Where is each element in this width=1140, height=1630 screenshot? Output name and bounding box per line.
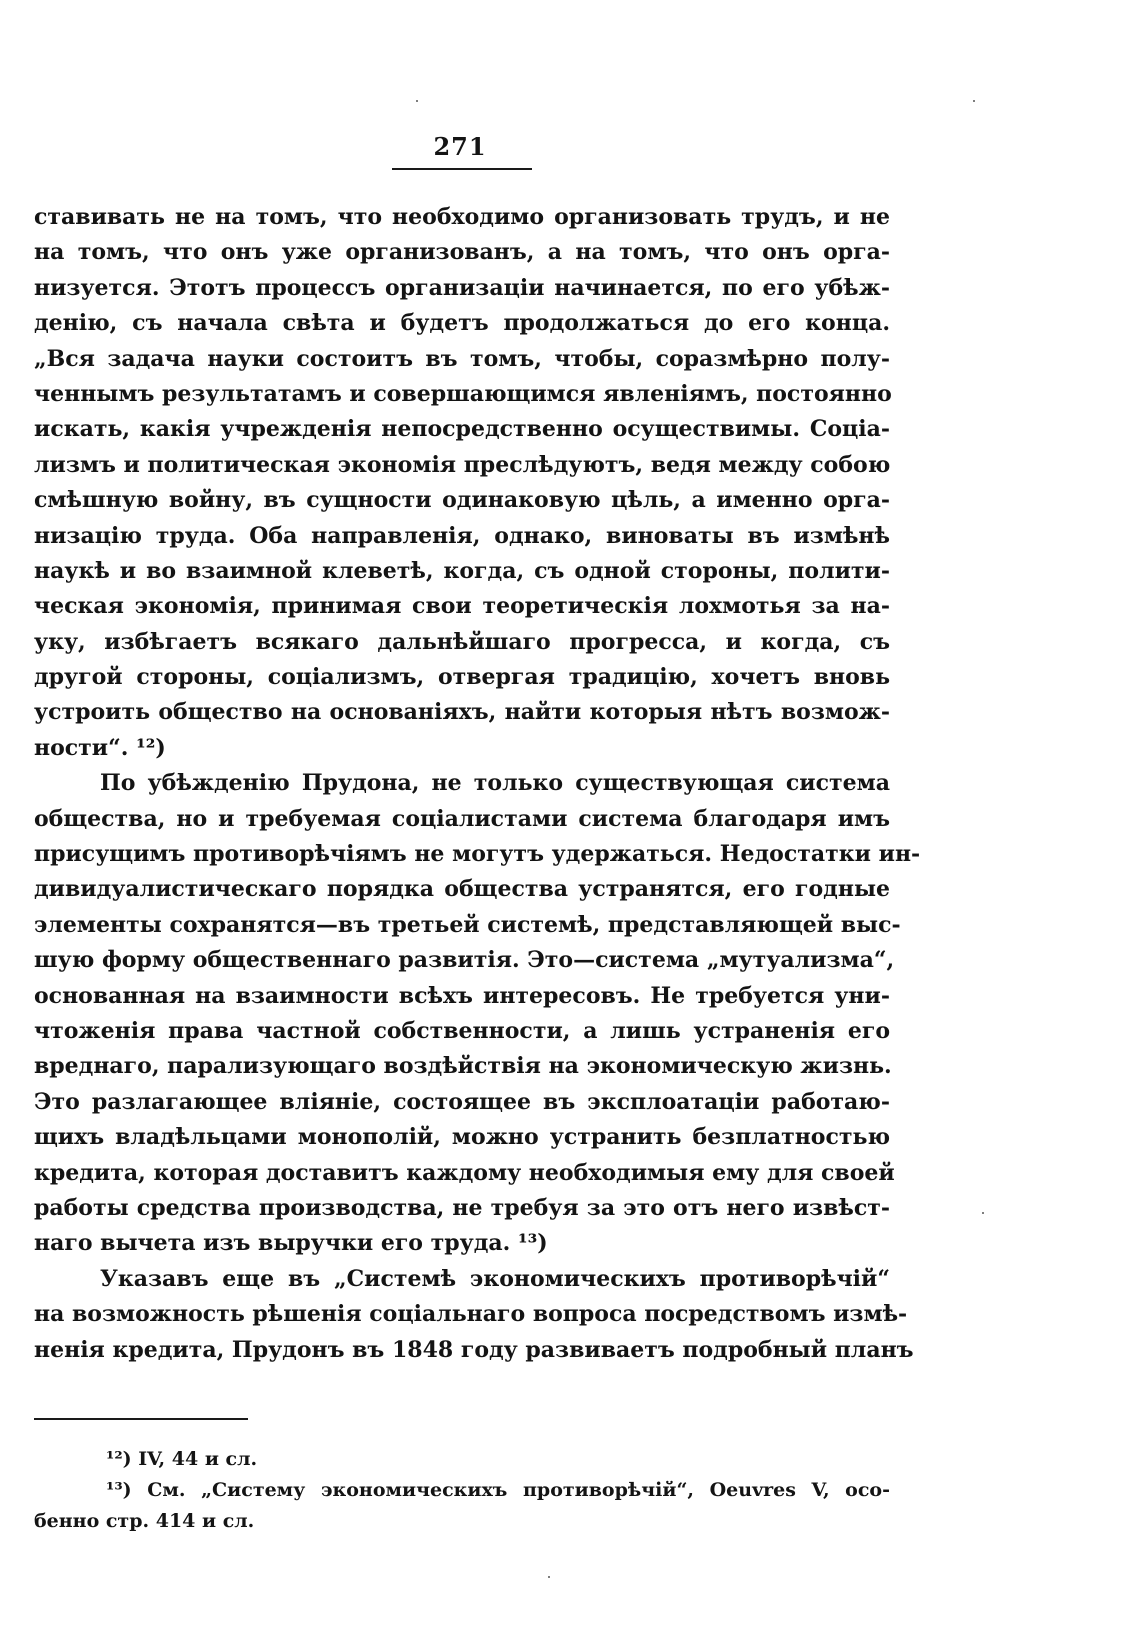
text-line: шую форму общественнаго развитія. Это—система „мутуализма“,	[34, 947, 895, 974]
text-line: низацію труда. Оба направленія, однако, виноваты въ измѣнѣ	[34, 522, 890, 549]
page-number-underline	[392, 168, 532, 170]
text-line: лизмъ и политическая экономія преслѣдуютъ, ведя между собою	[34, 451, 891, 478]
text-line: кредита, которая доставитъ каждому необходимыя ему для своей	[34, 1159, 895, 1186]
text-line: низуется. Этотъ процессъ организаціи начинается, по его убѣж-	[34, 274, 890, 301]
body-text	[34, 200, 921, 1368]
text-line-paragraph-start: Указавъ еще въ „Системѣ экономическихъ противорѣчій“	[100, 1265, 890, 1292]
text-line: „Вся задача науки состоитъ въ томъ, чтобы, соразмѣрно полу-	[34, 345, 890, 372]
page-number: 271	[433, 132, 487, 161]
text-line: щихъ владѣльцами монополій, можно устранить безплатностью	[34, 1124, 890, 1151]
text-line: общества, но и требуемая соціалистами система благодаря имъ	[34, 805, 890, 832]
text-line: уку, избѣгаетъ всякаго дальнѣйшаго прогресса, и когда, съ	[34, 628, 890, 655]
text-line: Это разлагающее вліяніе, состоящее въ эксплоатаціи работаю-	[34, 1088, 890, 1115]
footnote-line: ¹³) См. „Систему экономическихъ противорѣчій“, Oeuvres V, осо-	[106, 1479, 890, 1501]
text-line: денію, съ начала свѣта и будетъ продолжаться до его конца.	[34, 310, 890, 337]
text-line: другой стороны, соціализмъ, отвергая традицію, хочетъ вновь	[34, 664, 890, 691]
text-line: искать, какія учрежденія непосредственно осуществимы. Соціа-	[34, 416, 890, 443]
footnote-line: ¹²) IV, 44 и сл.	[106, 1448, 258, 1470]
text-line: ченнымъ результатамъ и совершающимся явленіямъ, постоянно	[34, 380, 892, 407]
text-line: наукѣ и во взаимной клеветѣ, когда, съ одной стороны, полити-	[34, 557, 890, 584]
text-line: чтоженія права частной собственности, а лишь устраненія его	[34, 1017, 890, 1044]
text-line: дивидуалистическаго порядка общества устранятся, его годные	[34, 876, 890, 903]
text-line-paragraph-start: По убѣжденію Прудона, не только существующая система	[100, 770, 890, 797]
text-line: ненія кредита, Прудонъ въ 1848 году развиваетъ подробный планъ	[34, 1336, 914, 1363]
text-line-paragraph-end: наго вычета изъ выручки его труда. ¹³)	[34, 1230, 548, 1257]
text-line: основанная на взаимности всѣхъ интересовъ. Не требуется уни-	[34, 982, 890, 1009]
footnote-line: бенно стр. 414 и сл.	[34, 1510, 255, 1532]
footnote-separator	[34, 1418, 248, 1420]
text-line: смѣшную войну, въ сущности одинаковую цѣль, а именно орга-	[34, 487, 890, 514]
text-line: устроить общество на основаніяхъ, найти которыя нѣтъ возмож-	[34, 699, 890, 726]
text-line: вреднаго, парализующаго воздѣйствія на экономическую жизнь.	[34, 1053, 892, 1080]
text-line: работы средства производства, не требуя за это отъ него извѣст-	[34, 1194, 890, 1221]
scan-speck	[982, 1212, 984, 1214]
footnotes	[34, 1444, 890, 1537]
text-line: на возможность рѣшенія соціальнаго вопроса посредствомъ измѣ-	[34, 1301, 908, 1328]
text-line: ставивать не на томъ, что необходимо организовать трудъ, и не	[34, 204, 890, 230]
scan-speck	[548, 1576, 550, 1578]
text-line: элементы сохранятся—въ третьей системѣ, представляющей выс-	[34, 911, 901, 938]
scan-speck	[973, 100, 975, 102]
text-line: ческая экономія, принимая свои теоретическія лохмотья за на-	[34, 593, 890, 620]
text-line: присущимъ противорѣчіямъ не могутъ удержаться. Недостатки ин-	[34, 841, 921, 868]
scan-speck	[416, 100, 418, 102]
text-line: на томъ, что онъ уже организованъ, а на томъ, что онъ орга-	[34, 239, 890, 266]
text-line-paragraph-end: ности“. ¹²)	[34, 734, 166, 761]
